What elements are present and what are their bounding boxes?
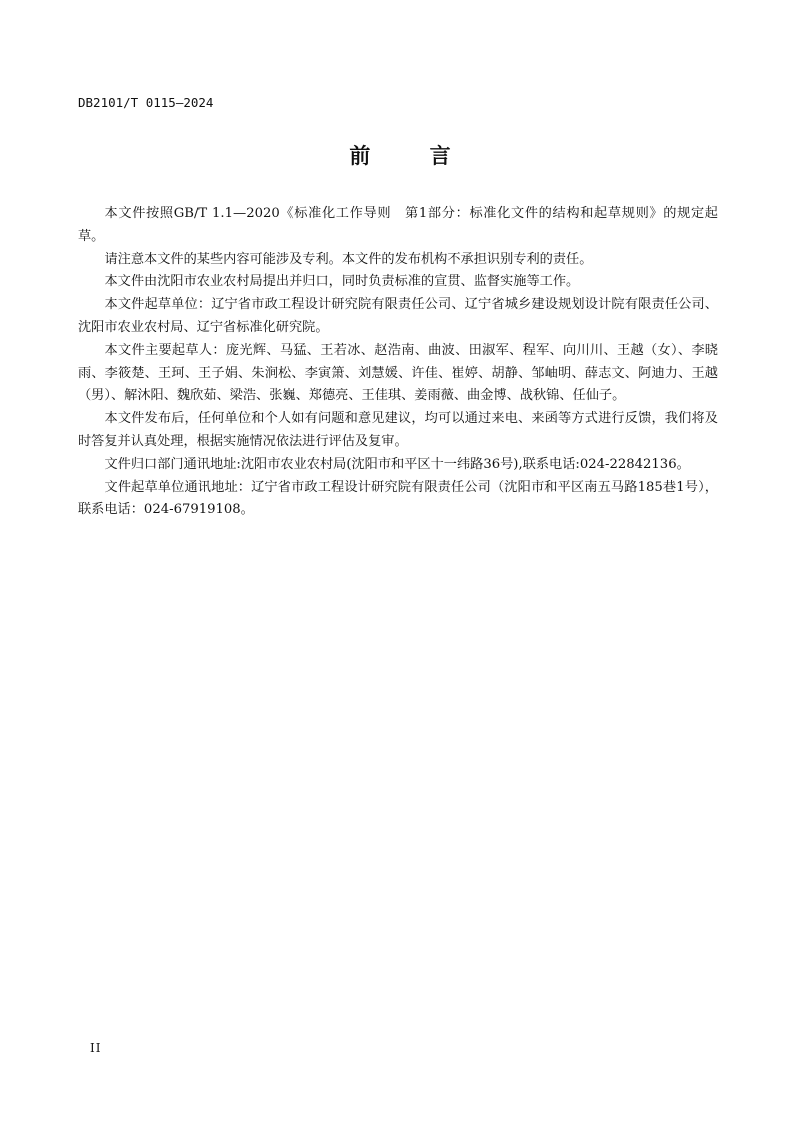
paragraph-proposer: 本文件由沈阳市农业农村局提出并归口，同时负责标准的宣贯、监督实施等工作。 (104, 274, 580, 290)
paragraph-drafters: 本文件主要起草人：庞光辉、马猛、王若冰、赵浩南、曲波、田淑军、程军、向川川、王越（女）、李晓雨、李筱楚、王珂、王子娟、朱涧松、李寅箫、刘慧媛、许佳、崔婷、胡静、邹岫明、薛志文、阿迪力、王越（男）、解沐阳、魏欣茹、梁浩、张巍、郑德亮、王佳琪、姜雨薇、曲金博、战秋锦、任仙子。 (78, 342, 718, 404)
paragraph-drafting-unit-address: 文件起草单位通讯地址：辽宁省市政工程设计研究院有限责任公司（沈阳市和平区南五马路185巷1号），联系电话：024-67919108。 (78, 479, 718, 518)
preface-body (78, 203, 718, 522)
paragraph-patent-notice: 请注意本文件的某些内容可能涉及专利。本文件的发布机构不承担识别专利的责任。 (104, 251, 593, 267)
paragraph-drafting-units: 本文件起草单位：辽宁省市政工程设计研究院有限责任公司、辽宁省城乡建设规划设计院有限责任公司、沈阳市农业农村局、辽宁省标准化研究院。 (78, 297, 718, 335)
page-number: II (90, 1041, 102, 1055)
standard-code: DB2101/T 0115—2024 (78, 95, 214, 110)
paragraph-responsible-dept-address: 文件归口部门通讯地址:沈阳市农业农村局(沈阳市和平区十一纬路36号),联系电话:024-22842136。 (104, 456, 690, 472)
paragraph-feedback: 本文件发布后，任何单位和个人如有问题和意见建议，均可以通过来电、来函等方式进行反馈，我们将及时答复并认真处理，根据实施情况依法进行评估及复审。 (78, 411, 718, 449)
paragraph-drafting-basis: 本文件按照GB/T 1.1—2020《标准化工作导则 第1部分：标准化文件的结构和起草规则》的规定起草。 (78, 206, 718, 244)
page-title: 前 言 (349, 144, 477, 168)
